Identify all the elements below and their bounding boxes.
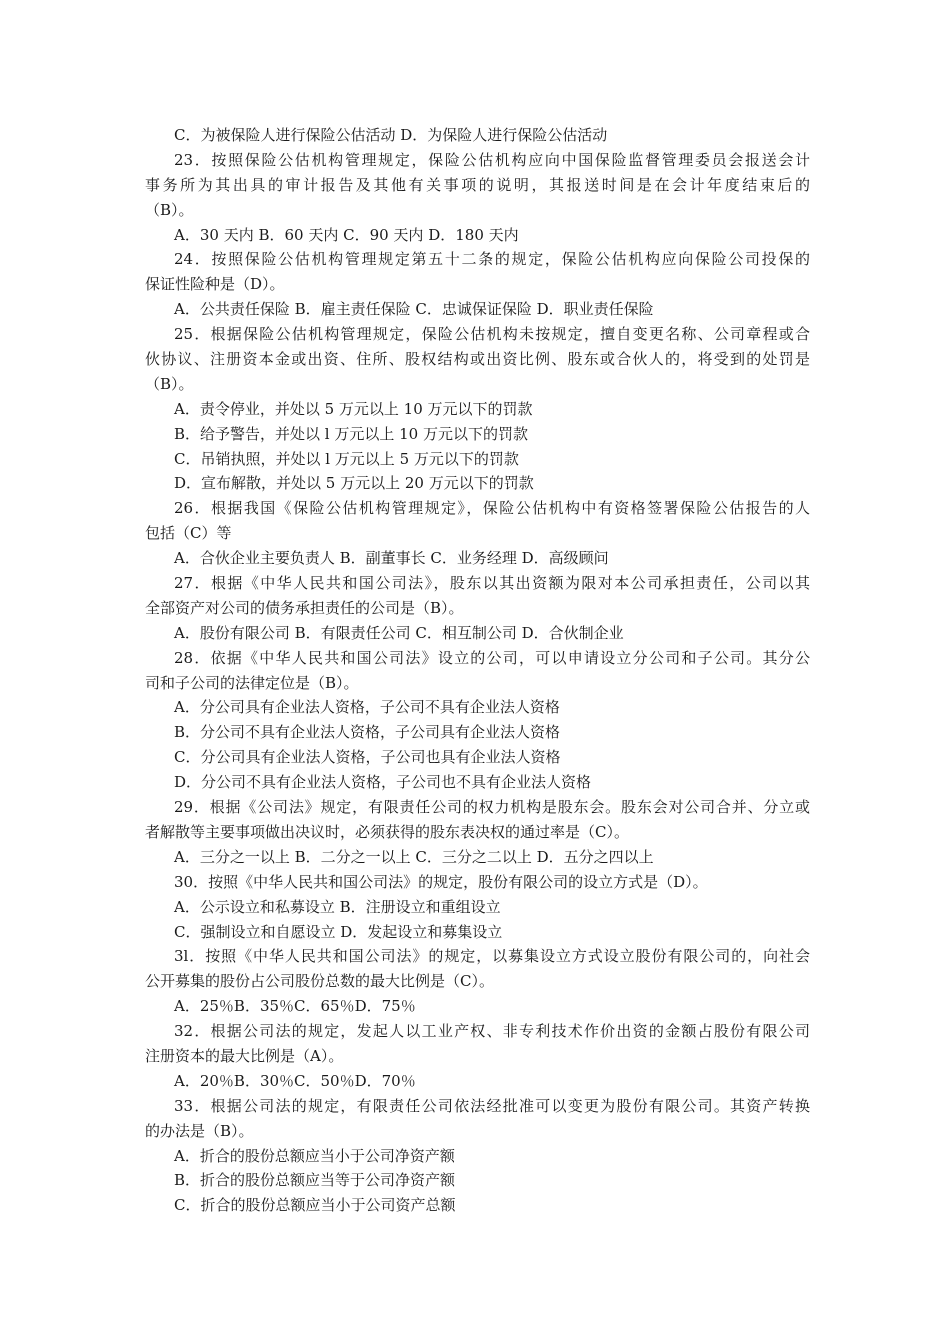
text-line: （B）。: [145, 200, 194, 219]
document-page: [145, 123, 810, 1218]
text-line: A．股份有限公司 B．有限责任公司 C．相互制公司 D．合伙制企业: [174, 623, 624, 642]
text-line: D．分公司不具有企业法人资格，子公司也不具有企业法人资格: [174, 773, 592, 792]
text-line: 3l．按照《中华人民共和国公司法》的规定，以募集设立方式设立股份有限公司的，向社会: [174, 947, 810, 966]
text-line: 包括（C）等: [145, 524, 232, 543]
text-line: 29．根据《公司法》规定，有限责任公司的权力机构是股东会。股东会对公司合并、分立或: [174, 798, 810, 817]
text-line: C．折合的股份总额应当小于公司资产总额: [174, 1196, 456, 1215]
text-line: 26．根据我国《保险公估机构管理规定》，保险公估机构中有资格签署保险公估报告的人: [174, 499, 810, 518]
text-line: A．责令停业，并处以 5 万元以上 10 万元以下的罚款: [174, 399, 533, 418]
text-line: 28．依据《中华人民共和国公司法》设立的公司，可以申请设立分公司和子公司。其分公: [174, 648, 810, 667]
text-line: 33．根据公司法的规定，有限责任公司依法经批准可以变更为股份有限公司。其资产转换: [174, 1096, 810, 1115]
text-line: A．公共责任保险 B．雇主责任保险 C．忠诚保证保险 D．职业责任保险: [174, 300, 654, 319]
text-line: A．25％B．35％C．65％D．75％: [174, 997, 416, 1016]
text-line: 的办法是（B）。: [145, 1121, 254, 1140]
text-line: 24．按照保险公估机构管理规定第五十二条的规定，保险公估机构应向保险公司投保的: [174, 250, 810, 269]
text-line: C．分公司具有企业法人资格，子公司也具有企业法人资格: [174, 748, 561, 767]
text-line: D．宣布解散，并处以 5 万元以上 20 万元以下的罚款: [174, 474, 534, 493]
text-line: C．为被保险人进行保险公估活动 D．为保险人进行保险公估活动: [174, 126, 608, 144]
text-line: A．公示设立和私募设立 B．注册设立和重组设立: [174, 897, 501, 916]
text-line: 者解散等主要事项做出决议时，必须获得的股东表决权的通过率是（C）。: [145, 822, 629, 841]
text-line: A．三分之一以上 B．二分之一以上 C．三分之二以上 D．五分之四以上: [174, 847, 654, 866]
text-line: 伙协议、注册资本金或出资、住所、股权结构或出资比例、股东或合伙人的，将受到的处罚是: [145, 350, 810, 369]
text-line: A．30 天内 B．60 天内 C．90 天内 D．180 天内: [174, 225, 519, 244]
text-line: B．给予警告，并处以 l 万元以上 10 万元以下的罚款: [174, 424, 528, 443]
text-line: 25．根据保险公估机构管理规定，保险公估机构未按规定，擅自变更名称、公司章程或合: [174, 325, 810, 344]
text-line: 事务所为其出具的审计报告及其他有关事项的说明，其报送时间是在会计年度结束后的: [145, 175, 810, 194]
text-line: B．分公司不具有企业法人资格，子公司具有企业法人资格: [174, 723, 561, 742]
text-line: 司和子公司的法律定位是（B）。: [145, 673, 359, 692]
text-line: 30．按照《中华人民共和国公司法》的规定，股份有限公司的设立方式是（D）。: [174, 872, 708, 891]
text-line: 注册资本的最大比例是（A）。: [145, 1046, 344, 1065]
text-line: A．分公司具有企业法人资格，子公司不具有企业法人资格: [174, 698, 560, 717]
text-line: A．折合的股份总额应当小于公司净资产额: [174, 1146, 455, 1165]
text-line: 全部资产对公司的债务承担责任的公司是（B）。: [145, 598, 464, 617]
text-line: C．强制设立和自愿设立 D．发起设立和募集设立: [174, 922, 503, 941]
text-line: 27．根据《中华人民共和国公司法》，股东以其出资额为限对本公司承担责任，公司以其: [174, 574, 810, 593]
text-line: A．20％B．30％C．50％D．70％: [174, 1071, 416, 1090]
text-line: 保证性险种是（D）。: [145, 275, 285, 294]
text-line: 23．按照保险公估机构管理规定，保险公估机构应向中国保险监督管理委员会报送会计: [174, 150, 810, 169]
text-line: B．折合的股份总额应当等于公司净资产额: [174, 1171, 456, 1190]
text-line: C．吊销执照，并处以 l 万元以上 5 万元以下的罚款: [174, 449, 519, 468]
text-line: 32．根据公司法的规定，发起人以工业产权、非专利技术作价出资的金额占股份有限公司: [174, 1022, 810, 1041]
text-line: 公开募集的股份占公司股份总数的最大比例是（C）。: [145, 972, 494, 991]
text-line: A．合伙企业主要负责人 B．副董事长 C．业务经理 D．高级顾问: [174, 549, 609, 568]
text-line: （B）。: [145, 374, 194, 393]
